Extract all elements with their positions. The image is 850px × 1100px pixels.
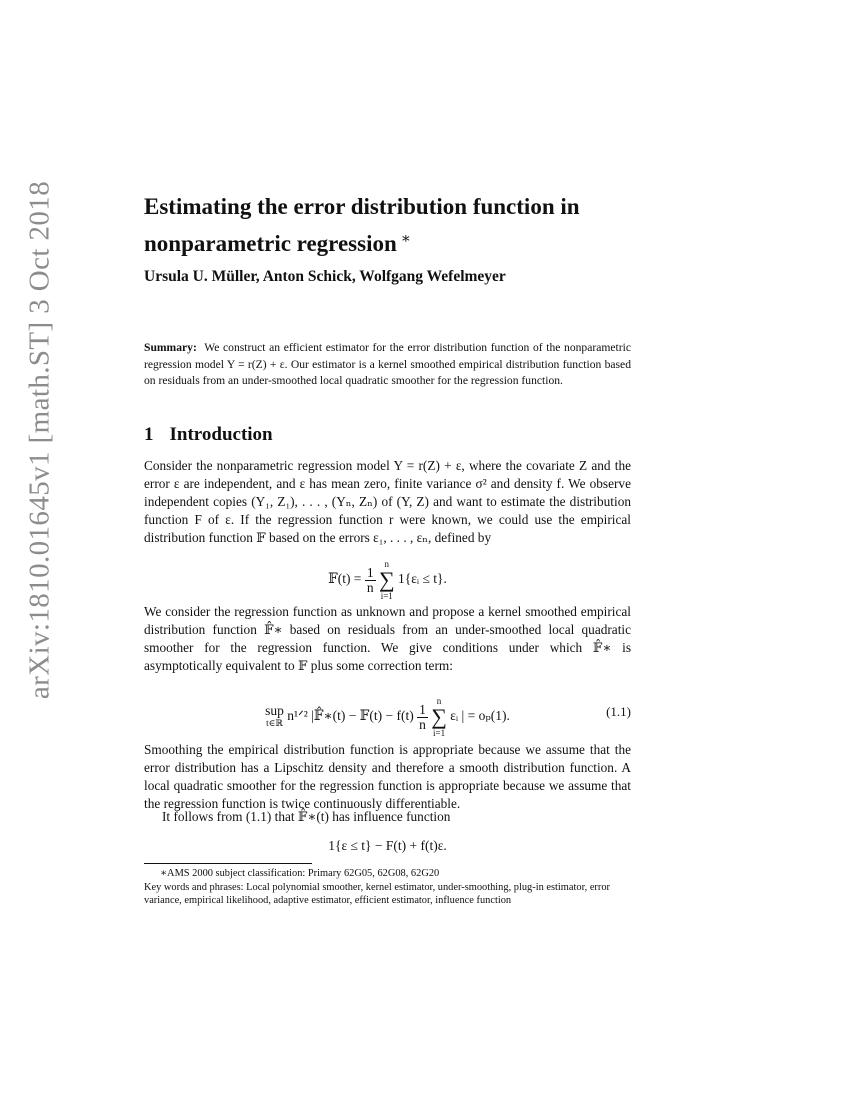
eq2-fraction: [417, 703, 428, 732]
eq1-lhs: 𝔽(t) =: [328, 571, 362, 587]
eq2-rhs: εᵢ | = oₚ(1).: [450, 708, 510, 724]
eq1-denominator: n: [366, 579, 374, 595]
footnote-classification: ∗AMS 2000 subject classification: Primary 62G05, 62G08, 62G20: [160, 868, 440, 879]
sigma-symbol: ∑: [378, 567, 395, 592]
intro-paragraph-1: Consider the nonparametric regression model Y = r(Z) + ε, where the covariate Z and the error ε are independent, and ε has mean zero, finite variance σ² and density f. We observe independent copies (Y₁, Z₁), . . . , (Yₙ, Zₙ) of (Y, Z) and want to estimate the distribution function F of ε. If the regression function r were known, we could use the empirical distribution function 𝔽 based on the errors ε₁, . . . , εₙ, defined by: [144, 458, 631, 545]
section-heading: [144, 424, 273, 446]
eq1-numerator: 1: [366, 564, 374, 580]
footnote-divider: [144, 863, 312, 864]
intro-paragraph-2: We consider the regression function as unknown and propose a kernel smoothed empirical distribution function 𝔽̂∗ based on residuals from an under-smoothed local quadratic smoother for the regression function. We give conditions under which 𝔽̂∗ is asymptotically equivalent to 𝔽 plus some correction term:: [144, 604, 631, 673]
title-footnote-mark: ∗: [400, 231, 411, 247]
equation-influence-function: 1{ε ≤ t} − F(t) + f(t)ε.: [328, 838, 447, 853]
eq1-sum-lower: i=1: [380, 591, 393, 601]
summary-block: [144, 340, 631, 390]
section-title: Introduction: [169, 424, 273, 445]
footnote-keywords: Key words and phrases: Local polynomial smoother, kernel estimator, under-smoothing, plug-in estimator, error variance, empirical likelihood, adaptive estimator, efficient estimator, influence function: [144, 881, 611, 906]
summary-text: We construct an efficient estimator for the error distribution function of the nonparametric regression model Y = r(Z) + ε. Our estimator is a kernel smoothed empirical distribution function based on residuals from an under-smoothed local quadratic smoother for the regression function.: [144, 341, 631, 387]
eq2-sup-subscript: t∈ℝ: [266, 718, 283, 728]
equation-1-1: [144, 696, 631, 738]
footnotes: [144, 867, 631, 908]
eq1-sum-upper: n: [384, 559, 390, 569]
sigma-symbol: ∑: [431, 704, 447, 729]
summary-label: Summary:: [144, 341, 197, 354]
eq1-fraction: [365, 566, 376, 595]
eq2-numerator: 1: [419, 701, 426, 717]
paper-title-text: Estimating the error distribution function in nonparametric regression: [144, 194, 580, 256]
eq2-summation: [431, 696, 447, 738]
intro-paragraph-3: Smoothing the empirical distribution function is appropriate because we assume that the error distribution has a Lipschitz density and therefore a smooth distribution function. A local quadratic smoother for the regression function is appropriate because we assume that the regression function is twice continuously differentiable.: [144, 742, 631, 811]
eq2-denominator: n: [419, 716, 426, 732]
eq2-sup: sup: [265, 703, 284, 718]
equation-number: (1.1): [606, 704, 631, 719]
intro-paragraph-4: It follows from (1.1) that 𝔽̂∗(t) has influence function: [162, 809, 451, 824]
author-list: Ursula U. Müller, Anton Schick, Wolfgang Wefelmeyer: [144, 268, 506, 285]
eq2-sup-operator: [265, 705, 284, 729]
eq2-middle: n¹ᐟ² |𝔽̂∗(t) − 𝔽(t) − f(t): [287, 708, 414, 724]
eq1-summation: [379, 559, 395, 601]
eq2-sum-lower: i=1: [433, 728, 446, 738]
eq2-sum-upper: n: [436, 696, 442, 706]
eq1-rhs: 1{εᵢ ≤ t}.: [398, 571, 447, 587]
arxiv-identifier-stamp: arXiv:1810.01645v1 [math.ST] 3 Oct 2018: [23, 180, 56, 700]
paper-title: [144, 190, 664, 260]
equation-empirical-df: [144, 559, 631, 601]
section-number: 1: [144, 424, 154, 445]
